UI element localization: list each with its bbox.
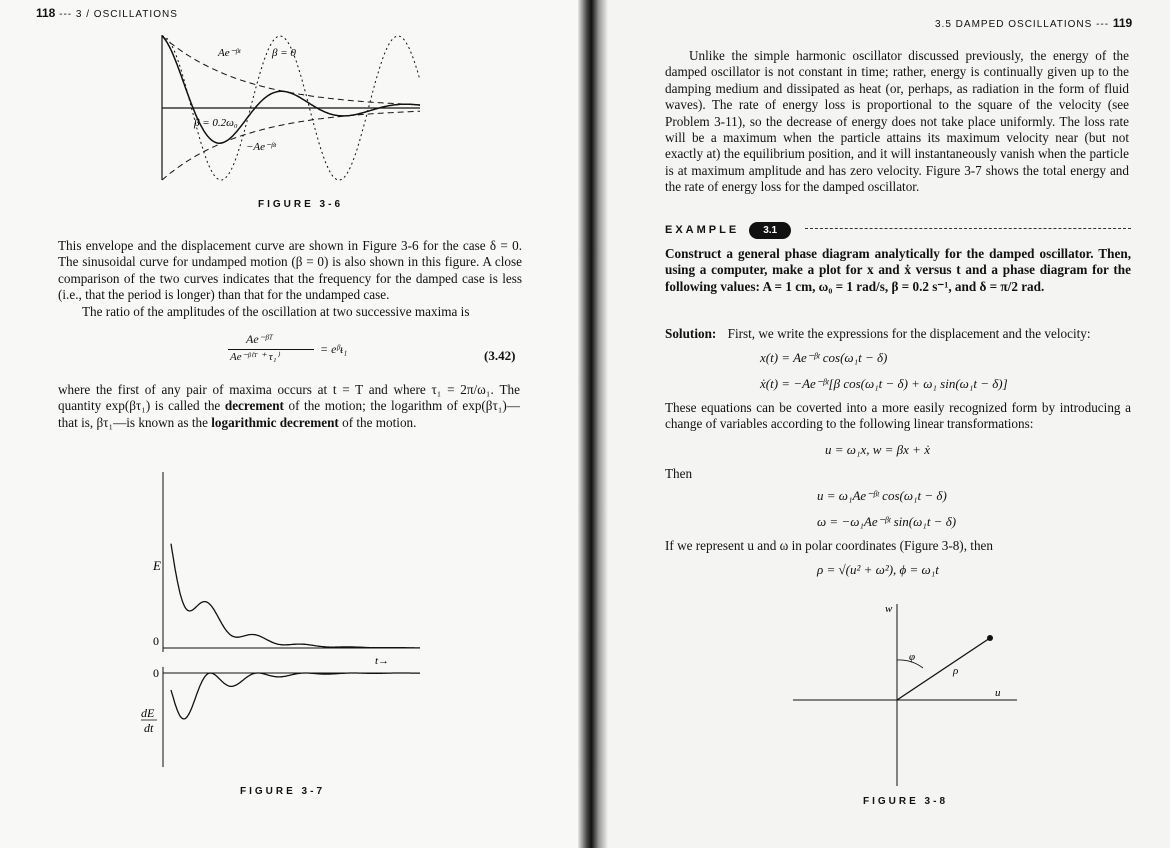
example-label: EXAMPLE — [665, 224, 740, 236]
fig37-label-zero-top: 0 — [153, 634, 159, 648]
eq342-denominator: Ae⁻ᵝ⁽ᵀ ⁺ τ₁⁾ — [230, 351, 280, 363]
equation-uw: u = ω₁x, w = βx + ẋ — [825, 442, 930, 457]
fig37-label-dE: dE — [141, 706, 155, 720]
fig36-label-beta-02: β = 0.2ω₀ — [194, 117, 238, 129]
figure-3-8 — [785, 596, 1025, 791]
solution-intro — [665, 326, 1131, 342]
equation-xdot: ẋ(t) = −Ae⁻ᵝᵗ[β cos(ω₁t − δ) + ω₁ sin(ω₁t − δ)] — [760, 376, 1008, 391]
equation-w: ω = −ω₁Ae⁻ᵝᵗ sin(ω₁t − δ) — [817, 514, 957, 529]
example-number-badge: 3.1 — [749, 222, 791, 239]
equation-x: x(t) = Ae⁻ᵝᵗ cos(ω₁t − δ) — [760, 350, 888, 365]
left-page-running-head: --- 3 / OSCILLATIONS — [59, 9, 178, 20]
term-logarithmic-decrement: logarithmic decrement — [211, 414, 339, 430]
right-page-number: 119 — [1112, 16, 1133, 30]
fig37-rate-curve — [171, 673, 420, 719]
fig36-label-envelope-top: Ae⁻ᵝᵗ — [218, 47, 241, 59]
para3-text-e: of the motion. — [338, 414, 417, 430]
example-statement: Construct a general phase diagram analytically for the damped oscillator. Then, using a computer, make a plot for x and ẋ versus t and a phase diagram for the following values: A = 1 cm, ω₀ = 1 rad/s, β = 0.2 s⁻¹, and δ = π/2 rad. — [665, 246, 1131, 294]
para3-text-a: where the first of any pair of maxima occurs at t = T and where τ₁ = 2π/ω₁. The quantity exp(βτ₁) is called the — [58, 382, 520, 414]
then-label: Then — [665, 466, 693, 481]
right-page-header — [935, 16, 1132, 30]
fig37-label-zero-bottom: 0 — [153, 666, 159, 680]
fig37-label-dt: dt — [144, 721, 154, 735]
figure-3-7 — [135, 462, 435, 772]
fig38-point — [987, 635, 993, 641]
fig37-label-E: E — [153, 558, 161, 573]
left-body-text — [58, 238, 522, 320]
left-paragraph-1: This envelope and the displacement curve are shown in Figure 3-6 for the case δ = 0. The sinusoidal curve for undamped motion (β = 0) is also shown in this figure. A close comparison of the two curves indicates that the frequency for the damped case is less (i.e., that the period is longer) than that for the undamped case. — [58, 238, 522, 303]
equation-u: u = ω₁Ae⁻ᵝᵗ cos(ω₁t − δ) — [817, 488, 947, 503]
left-paragraph-2: The ratio of the amplitudes of the oscillation at two successive maxima is — [82, 303, 470, 319]
solution-label: Solution: — [665, 326, 717, 341]
eq342-numerator: Ae⁻ᵝᵀ — [246, 332, 274, 346]
fig38-label-u: u — [995, 687, 1001, 699]
eq342-tag: (3.42) — [484, 348, 516, 363]
fig36-label-beta-zero: β = 0 — [272, 47, 296, 59]
right-paragraph-polar: If we represent u and ω in polar coordinates (Figure 3-8), then — [665, 538, 994, 553]
right-paragraph-convert: These equations can be coverted into a more easily recognized form by introducing a change of variables according to the following linear transformations: — [665, 400, 1131, 432]
fig37-energy-curve — [171, 544, 420, 648]
eq342-rhs: = eᵝᵼ₁ — [320, 342, 348, 356]
figure-3-6-caption: FIGURE 3-6 — [258, 199, 344, 210]
right-page-running-head: 3.5 DAMPED OSCILLATIONS --- — [935, 19, 1110, 30]
figure-3-8-caption: FIGURE 3-8 — [863, 796, 949, 807]
right-page — [585, 0, 1170, 848]
term-decrement: decrement — [224, 398, 284, 414]
figure-3-6 — [150, 30, 430, 190]
figure-3-7-caption: FIGURE 3-7 — [240, 786, 326, 797]
equation-3-42 — [228, 332, 528, 368]
fig37-label-t: t→ — [375, 655, 390, 667]
example-rule — [805, 228, 1131, 229]
fig38-label-w: w — [885, 603, 893, 615]
left-page-header — [36, 6, 178, 20]
equation-rho-phi: ρ = √(u² + ω²), ϕ = ω₁t — [817, 562, 939, 577]
left-page-number: 118 — [36, 6, 56, 20]
para3-text-c: of the motion; the logarithm of exp(βτ₁)—that is, βτ₁—is known as the — [58, 398, 520, 430]
fig38-label-phi: φ — [909, 651, 916, 663]
fig38-label-rho: ρ — [953, 665, 959, 677]
left-paragraph-3 — [58, 382, 520, 431]
fig36-label-envelope-bottom: −Ae⁻ᵝᵗ — [246, 141, 276, 153]
example-header — [665, 220, 1131, 238]
right-paragraph-1: Unlike the simple harmonic oscillator discussed previously, the energy of the damped oscillator is not constant in time; rather, energy is continually given up to the damping medium and dissipated as heat (or, perhaps, as radiation in the form of fluid waves). The rate of energy loss is proportional to the square of the velocity (see Problem 3-11), so the decrease of energy does not take place uniformly. The loss rate will be a maximum when the particle attains its maximum velocity near (but not exactly at) the equilibrium position, and it will instantaneously vanish when the particle is at maximum amplitude and has zero velocity. Figure 3-7 shows the total energy and the rate of energy loss for the damped oscillator. — [665, 48, 1129, 195]
fig38-radius-vector — [897, 638, 990, 700]
solution-text: First, we write the expressions for the displacement and the velocity: — [727, 326, 1091, 341]
